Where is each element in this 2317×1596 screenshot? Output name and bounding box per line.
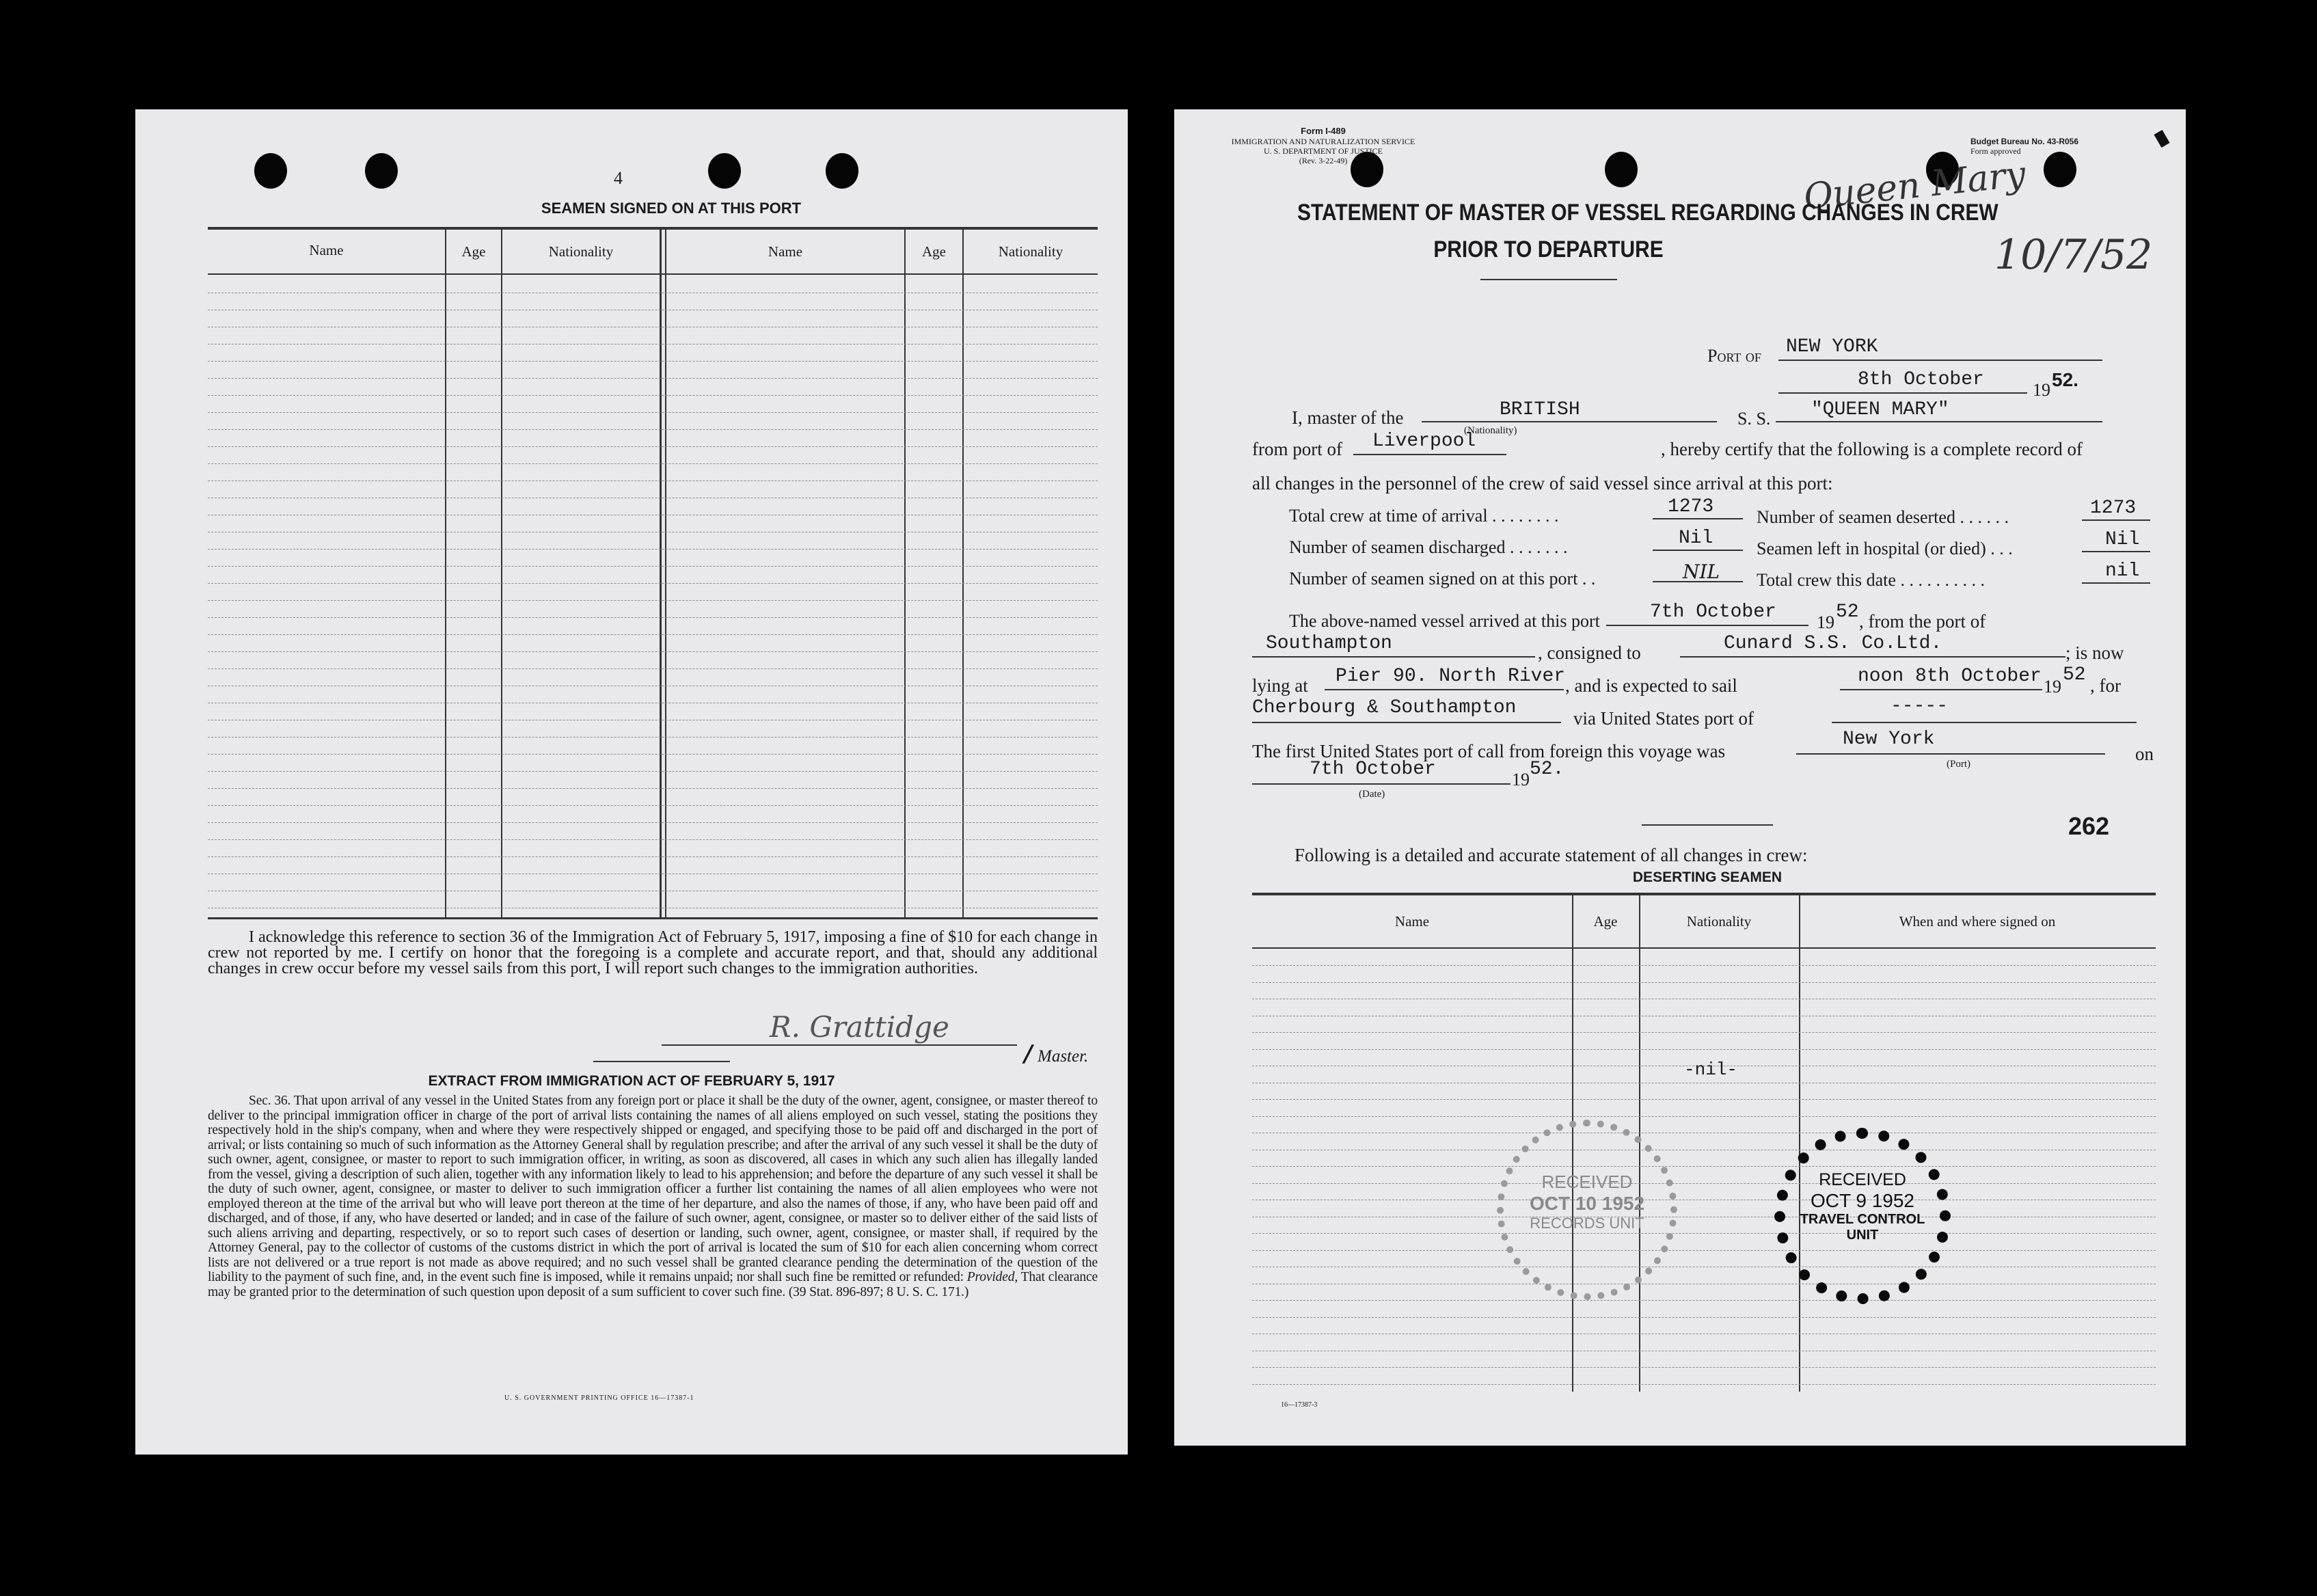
table-row-rule — [208, 856, 1098, 857]
from-port-label: from port of — [1252, 439, 1342, 459]
master-label: Master. — [1038, 1047, 1089, 1066]
table-row-rule — [1252, 1166, 2156, 1167]
col-header: Nationality — [998, 243, 1063, 260]
year-prefix: 19 — [2033, 380, 2050, 400]
form-title-line-2: PRIOR TO DEPARTURE — [1433, 236, 1664, 262]
arrived-year: 52 — [1836, 601, 1859, 623]
table-row-rule — [208, 600, 1098, 601]
stamp-line: OCT 9 1952 — [1810, 1190, 1915, 1211]
budget-bureau: Budget Bureau No. 43-R056 — [1970, 137, 2079, 146]
following-text: Following is a detailed and accurate statement of all changes in crew: — [1295, 845, 1808, 865]
first-port-year: 52. — [1530, 759, 1564, 780]
changes-text: all changes in the personnel of the crew of said vessel since arrival at this port: — [1252, 473, 1833, 493]
table-row-rule — [1252, 1367, 2156, 1368]
col-header: Nationality — [548, 243, 614, 260]
table-row-rule — [1252, 1233, 2156, 1234]
punch-hole — [2044, 152, 2076, 187]
form-title-line-1: STATEMENT OF MASTER OF VESSEL REGARDING CHANGES IN CREW — [1297, 200, 1998, 226]
arrived-date: 7th October — [1650, 601, 1776, 623]
printing-office: U. S. GOVERNMENT PRINTING OFFICE 16—17387-1 — [504, 1394, 694, 1402]
stamp-line: OCT 10 1952 — [1529, 1193, 1645, 1214]
received-records-unit-stamp — [1497, 1120, 1677, 1300]
total-crew-arrival-label: Total crew at time of arrival . . . . . . . . — [1289, 506, 1559, 526]
deserting-title: DESERTING SEAMEN — [1632, 869, 1783, 885]
handwritten-date: 10/7/52 — [1994, 231, 2153, 279]
punch-hole — [826, 153, 858, 189]
consignee: Cunard S.S. Co.Ltd. — [1724, 633, 1942, 654]
total-crew-arrival-value: 1273 — [1668, 496, 1714, 517]
port-value: NEW YORK — [1786, 336, 1878, 357]
via-value: ----- — [1891, 696, 1949, 717]
table-row-rule — [208, 412, 1098, 413]
table-row-rule — [1252, 1049, 2156, 1050]
col-header: Age — [1593, 913, 1618, 930]
consigned-label: , consigned to — [1538, 643, 1641, 663]
stamp-line: RECORDS UNIT — [1530, 1215, 1644, 1232]
received-travel-control-stamp — [1774, 1128, 1951, 1304]
is-now-label: ; is now — [2065, 643, 2124, 663]
col-header: Name — [309, 242, 344, 258]
form-approved: Form approved — [1970, 146, 2021, 156]
table-row-rule — [208, 583, 1098, 584]
table-row-rule — [1252, 1384, 2156, 1385]
serial-number: 262 — [2068, 812, 2110, 840]
stamp-line: RECEIVED — [1541, 1172, 1633, 1192]
nationality-caption: (Nationality) — [1464, 425, 1517, 436]
section-provided: Provided, — [966, 1270, 1018, 1284]
col-header: Name — [1394, 913, 1430, 930]
from-the-port-label: , from the port of — [1859, 611, 1986, 632]
table-row-rule — [208, 822, 1098, 823]
first-port-label: The first United States port of call from foreign this voyage was — [1252, 741, 1726, 761]
col-header: Name — [768, 243, 803, 260]
table-row-rule — [1252, 965, 2156, 966]
revision: (Rev. 3-22-49) — [1299, 156, 1348, 165]
acknowledgment: I acknowledge this reference to section 36 of the Immigration Act of February 5, 1917, imposing a fine of $10 for each change in crew not reported by me. I certify on honor that the foregoing is a complete and accurate report, and that, should any additional changes in crew occur before my vessel sails from this port, I will report such changes to the immigration authorities. — [208, 928, 1098, 977]
sail-year: 52 — [2063, 664, 2086, 686]
deserted-value: 1273 — [2090, 498, 2137, 519]
extract-title: EXTRACT FROM IMMIGRATION ACT OF FEBRUARY 5, 1917 — [428, 1073, 835, 1089]
col-header: Age — [461, 243, 486, 260]
port-caption: (Port) — [1947, 759, 1970, 770]
table-row-rule — [208, 361, 1098, 362]
table-row-rule — [208, 668, 1098, 669]
form-number: Form I-489 — [1301, 126, 1346, 136]
expected-label: , and is expected to sail — [1565, 675, 1737, 696]
date-caption: (Date) — [1359, 789, 1385, 800]
first-port-value: New York — [1843, 729, 1935, 750]
table-row-rule — [1252, 1250, 2156, 1251]
page-number: 4 — [614, 168, 623, 188]
punch-hole — [254, 153, 287, 189]
section-label: Sec. 36. — [249, 1094, 291, 1108]
col-header: Age — [922, 243, 946, 260]
seamen-signed-value: NIL — [1683, 560, 1720, 583]
table-row-rule — [208, 634, 1098, 635]
nil-entry: -nil- — [1684, 1059, 1738, 1080]
table-row-rule — [208, 378, 1098, 379]
table-row-rule — [208, 771, 1098, 772]
punch-hole — [365, 153, 398, 189]
first-port-date: 7th October — [1310, 759, 1436, 780]
table-row-rule — [208, 788, 1098, 789]
section-36-text — [208, 1094, 1098, 1299]
sail-value: noon 8th October — [1858, 666, 2042, 687]
signature-mark: / — [1024, 1040, 1033, 1068]
arrived-from: Southampton — [1266, 633, 1392, 654]
ss-label: S. S. — [1737, 409, 1771, 429]
deserted-label: Number of seamen deserted . . . . . . — [1757, 507, 2009, 527]
handwritten-ship-name: Queen Mary — [1801, 154, 2028, 218]
table-row-rule — [208, 549, 1098, 550]
ship-name: "QUEEN MARY" — [1811, 399, 1949, 420]
section-body: That upon arrival of any vessel in the United States from any foreign port or place it shall be the duty of the owner, agent, consignee, or master thereof to deliver to the principal immigration officer in charge of the port of arrival lists containing the names of all aliens employed on such vessel, stating the positions they respectively hold in the ship's company, when and where they were respectively shipped or engaged, and specifying those to be paid off and discharged in the port of arrival; or lists containing so much of such information as the Attorney General shall by regulation prescribe; and after the arrival of any such vessel it shall be the duty of such owner, agent, consignee, or master to report to such immigration officer, in writing, as soon as discovered, all cases in which any such alien has illegally landed from the vessel, giving a description of such alien, together with any information likely to lead to his apprehension; and before the departure of any such vessel it shall be the duty of such owner, agent, consignee, or master to deliver to such immigration officer a further list containing the names of all alien employees who were not employed thereon at the time of the arrival but who will leave port thereon at the time of her departure, and also the names of those, if any, who have been paid off and discharged, and of those, if any, who have deserted or landed; and in case of the failure of such owner, agent, consignee, or master so to deliver either of the said lists of such aliens arriving and departing, respectively, or so to report such cases of desertion or landing, such owner, agent, consignee, or master shall, if required by the Attorney General, pay to the collector of customs of the customs district in which the port of arrival is located the sum of $10 for each alien concerning whom correct lists are not delivered or a true report is not made as above required; and no such vessel shall be granted clearance pending the determination of the question of the liability to the payment of such fine, and, in the event such fine is imposed, while it remains unpaid; nor shall such fine be remitted or refunded: — [208, 1094, 1098, 1284]
seamen-discharged-value: Nil — [1679, 528, 1713, 549]
table-row-rule — [1252, 1099, 2156, 1100]
table-row-rule — [1252, 1032, 2156, 1033]
table-row-rule — [208, 463, 1098, 464]
table-row-rule — [1252, 1116, 2156, 1117]
lying-at-value: Pier 90. North River — [1336, 666, 1566, 687]
on-label: on — [2135, 744, 2154, 764]
year-value: 52. — [2052, 369, 2078, 390]
section-tail: That clearance may be granted prior to the determination of such question upon deposit of a sum sufficient to cover such fine. (39 Stat. 896-897; 8 U. S. C. 171.) — [208, 1270, 1098, 1299]
table-row-rule — [208, 737, 1098, 738]
nationality-value: BRITISH — [1500, 399, 1580, 420]
right-page — [1174, 109, 2186, 1446]
certify-text: , hereby certify that the following is a complete record of — [1661, 439, 2083, 459]
hospital-label: Seamen left in hospital (or died) . . . — [1757, 539, 2013, 558]
col-header: When and where signed on — [1899, 913, 2056, 930]
table-row-rule — [1252, 1183, 2156, 1184]
total-crew-date-value: nil — [2105, 560, 2140, 582]
table-row-rule — [208, 395, 1098, 396]
arrived-year-prefix: 19 — [1817, 612, 1834, 632]
corner-mark — [2154, 130, 2169, 148]
agency-line-1: IMMIGRATION AND NATURALIZATION SERVICE — [1231, 137, 1415, 146]
seamen-signed-label: Number of seamen signed on at this port . . — [1289, 569, 1596, 589]
punch-hole — [1605, 152, 1638, 187]
punch-hole — [708, 153, 741, 189]
lying-at-label: lying at — [1252, 675, 1308, 696]
col-header: Nationality — [1686, 913, 1752, 930]
via-label: via United States port of — [1573, 708, 1754, 729]
total-crew-date-label: Total crew this date . . . . . . . . . . — [1757, 570, 1985, 590]
table-row-rule — [208, 566, 1098, 567]
table-row-rule — [208, 429, 1098, 430]
table-row-rule — [208, 617, 1098, 618]
for-label: , for — [2090, 675, 2121, 696]
table-row-rule — [1252, 1317, 2156, 1318]
arrived-label: The above-named vessel arrived at this port — [1289, 611, 1600, 631]
destination: Cherbourg & Southampton — [1252, 697, 1517, 718]
stamp-line: TRAVEL CONTROL — [1800, 1212, 1925, 1227]
port-label: Port of — [1707, 346, 1761, 366]
section-title: SEAMEN SIGNED ON AT THIS PORT — [541, 200, 802, 217]
hospital-value: Nil — [2105, 529, 2140, 550]
table-row-rule — [208, 446, 1098, 447]
stamp-line: UNIT — [1846, 1228, 1879, 1243]
left-page — [135, 109, 1128, 1455]
statement-date: 8th October — [1858, 369, 1984, 390]
footer-code: 16—17387-3 — [1281, 1401, 1318, 1409]
from-port-value: Liverpool — [1372, 431, 1476, 452]
sail-year-prefix: 19 — [2044, 677, 2061, 696]
table-row-rule — [208, 805, 1098, 806]
seamen-discharged-label: Number of seamen discharged . . . . . . . — [1289, 537, 1568, 557]
first-port-year-prefix: 19 — [1512, 770, 1530, 789]
master-of-label: I, master of the — [1292, 407, 1404, 428]
table-row-rule — [1252, 982, 2156, 983]
table-row-rule — [1252, 1300, 2156, 1301]
table-row-rule — [208, 754, 1098, 755]
master-signature: R. Grattidge — [770, 1010, 949, 1044]
table-row-rule — [208, 651, 1098, 652]
agency-line-2: U. S. DEPARTMENT OF JUSTICE — [1264, 146, 1383, 156]
stamp-line: RECEIVED — [1819, 1170, 1906, 1189]
table-row-rule — [208, 839, 1098, 840]
